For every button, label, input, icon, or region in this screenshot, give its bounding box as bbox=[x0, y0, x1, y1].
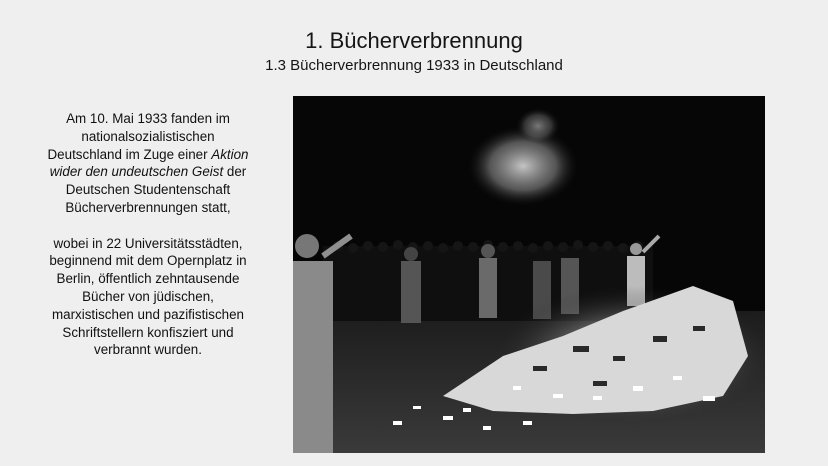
paragraph-1-end: der Deutschen Studentenschaft Bücherverbrennungen statt, bbox=[65, 164, 247, 215]
slide-subtitle: 1.3 Bücherverbrennung 1933 in Deutschland bbox=[265, 57, 563, 74]
body-text bbox=[44, 110, 252, 359]
paragraph-gap bbox=[44, 217, 252, 235]
paragraph-1 bbox=[44, 110, 252, 217]
slide-title: 1. Bücherverbrennung bbox=[305, 28, 523, 53]
paragraph-1-text: Am 10. Mai 1933 fanden im nationalsozialistischen Deutschland im Zuge einer bbox=[47, 111, 230, 162]
paragraph-2: wobei in 22 Universitätsstädten, beginnend mit dem Opernplatz in Berlin, öffentlich zehntausende Bücher von jüdischen, marxistischen und pazifistischen Schriftstellern konfisziert und verbrannt wurden. bbox=[49, 235, 247, 358]
book-burning-photo bbox=[293, 96, 765, 453]
smoke-wisp bbox=[516, 108, 560, 144]
paragraph-1-italic: Aktion wider den undeutschen Geist bbox=[49, 146, 249, 180]
